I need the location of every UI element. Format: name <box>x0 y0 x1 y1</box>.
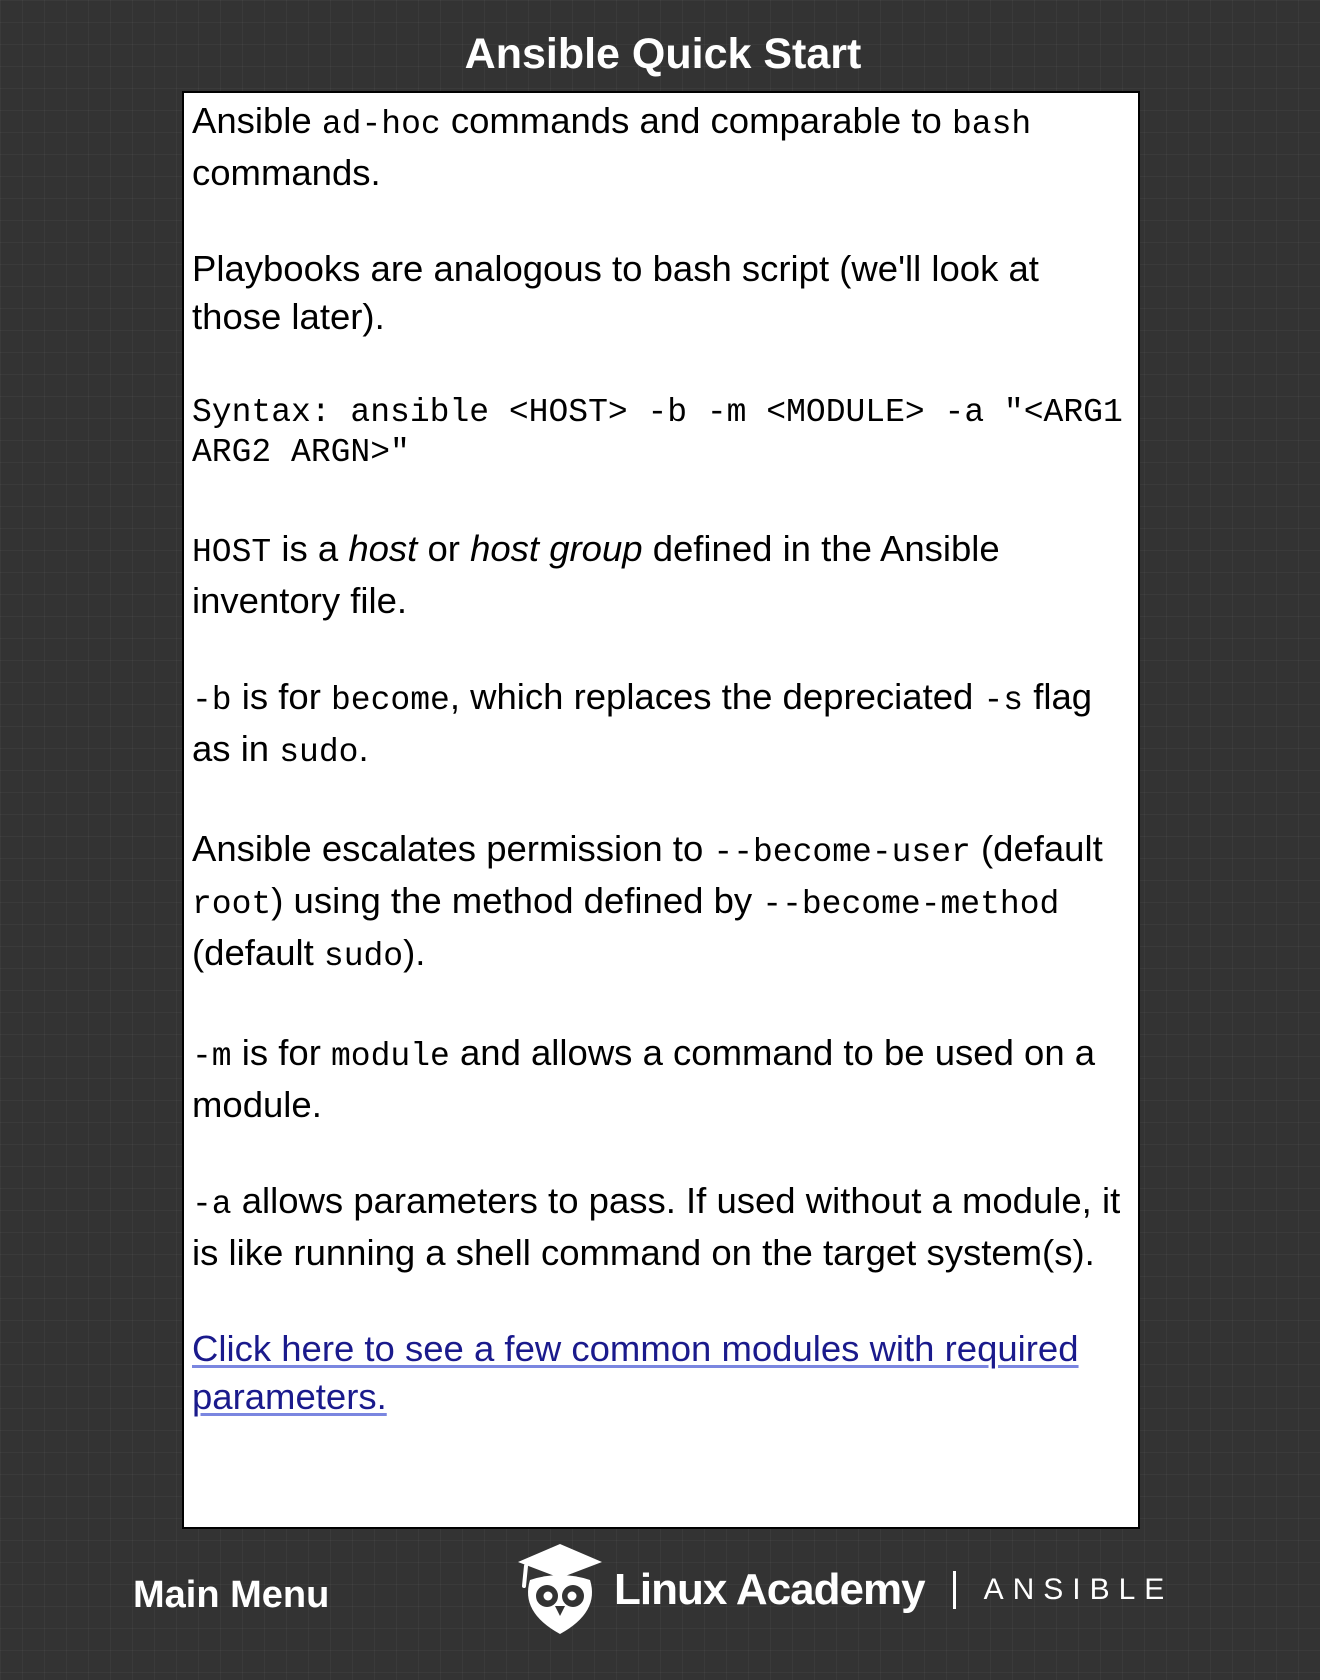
code-adhoc: ad-hoc <box>321 106 441 143</box>
text-segment: defined in the Ansible inventory file. <box>192 528 1000 621</box>
text-segment: allows parameters to pass. If used without a module, it is like running a shell command on the target system(s). <box>192 1180 1121 1273</box>
code-a-flag: -a <box>192 1186 232 1223</box>
text-segment: is for <box>231 676 331 717</box>
paragraph-args <box>192 1177 1132 1277</box>
code-root: root <box>192 886 272 923</box>
text-segment: Ansible <box>192 100 322 141</box>
code-become-method: --become-method <box>762 886 1060 923</box>
paragraph-adhoc <box>192 97 1132 197</box>
code-s-flag: -s <box>983 682 1024 719</box>
brand-ansible-text: ANSIBLE <box>983 1573 1174 1606</box>
text-segment: Ansible escalates permission to <box>192 828 714 869</box>
owl-graduation-cap-icon <box>510 1540 610 1640</box>
paragraph-playbooks: Playbooks are analogous to bash script (we'll look at those later). <box>192 248 1039 337</box>
brand-academy-text: Linux Academy <box>614 1565 925 1614</box>
text-segment: and allows a command to be used on a module. <box>192 1032 1096 1125</box>
code-bash: bash <box>951 106 1032 143</box>
paragraph-link <box>192 1325 1132 1421</box>
text-segment: . <box>358 728 369 769</box>
code-sudo: sudo <box>279 734 359 771</box>
text-segment: , which replaces the depreciated <box>449 676 984 717</box>
brand-logo <box>510 1540 1173 1640</box>
code-become-user: --become-user <box>713 834 971 871</box>
text-segment: (default <box>970 828 1103 869</box>
emphasis-host-group: host group <box>470 528 643 569</box>
paragraph-become <box>192 673 1132 777</box>
paragraph-escalation <box>192 825 1132 981</box>
code-module: module <box>331 1038 450 1075</box>
common-modules-link[interactable]: Click here to see a few common modules with required parameters. <box>192 1328 1079 1417</box>
code-host: HOST <box>192 534 272 571</box>
paragraph-host <box>192 525 1132 625</box>
text-segment: is a <box>271 528 349 569</box>
paragraph-module <box>192 1029 1132 1129</box>
emphasis-host: host <box>348 528 418 569</box>
text-segment: or <box>417 528 471 569</box>
syntax-line: Syntax: ansible <HOST> -b -m <MODULE> -a "<ARG1 ARG2 ARGN>" <box>192 394 1123 471</box>
text-segment: (default <box>192 932 324 973</box>
code-b-flag: -b <box>192 682 232 719</box>
brand-divider <box>953 1571 956 1609</box>
text-segment: is for <box>231 1032 331 1073</box>
code-sudo: sudo <box>323 938 404 975</box>
page-title: Ansible Quick Start <box>464 30 862 78</box>
text-segment: commands. <box>192 152 381 193</box>
content-panel <box>182 91 1140 1529</box>
text-segment: commands and comparable to <box>440 100 952 141</box>
text-segment: flag as in <box>192 676 1093 769</box>
text-segment: ). <box>403 932 426 973</box>
main-menu-button[interactable]: Main Menu <box>133 1574 330 1616</box>
code-m-flag: -m <box>192 1038 232 1075</box>
text-segment: ) using the method defined by <box>271 880 763 921</box>
code-become: become <box>331 682 450 719</box>
